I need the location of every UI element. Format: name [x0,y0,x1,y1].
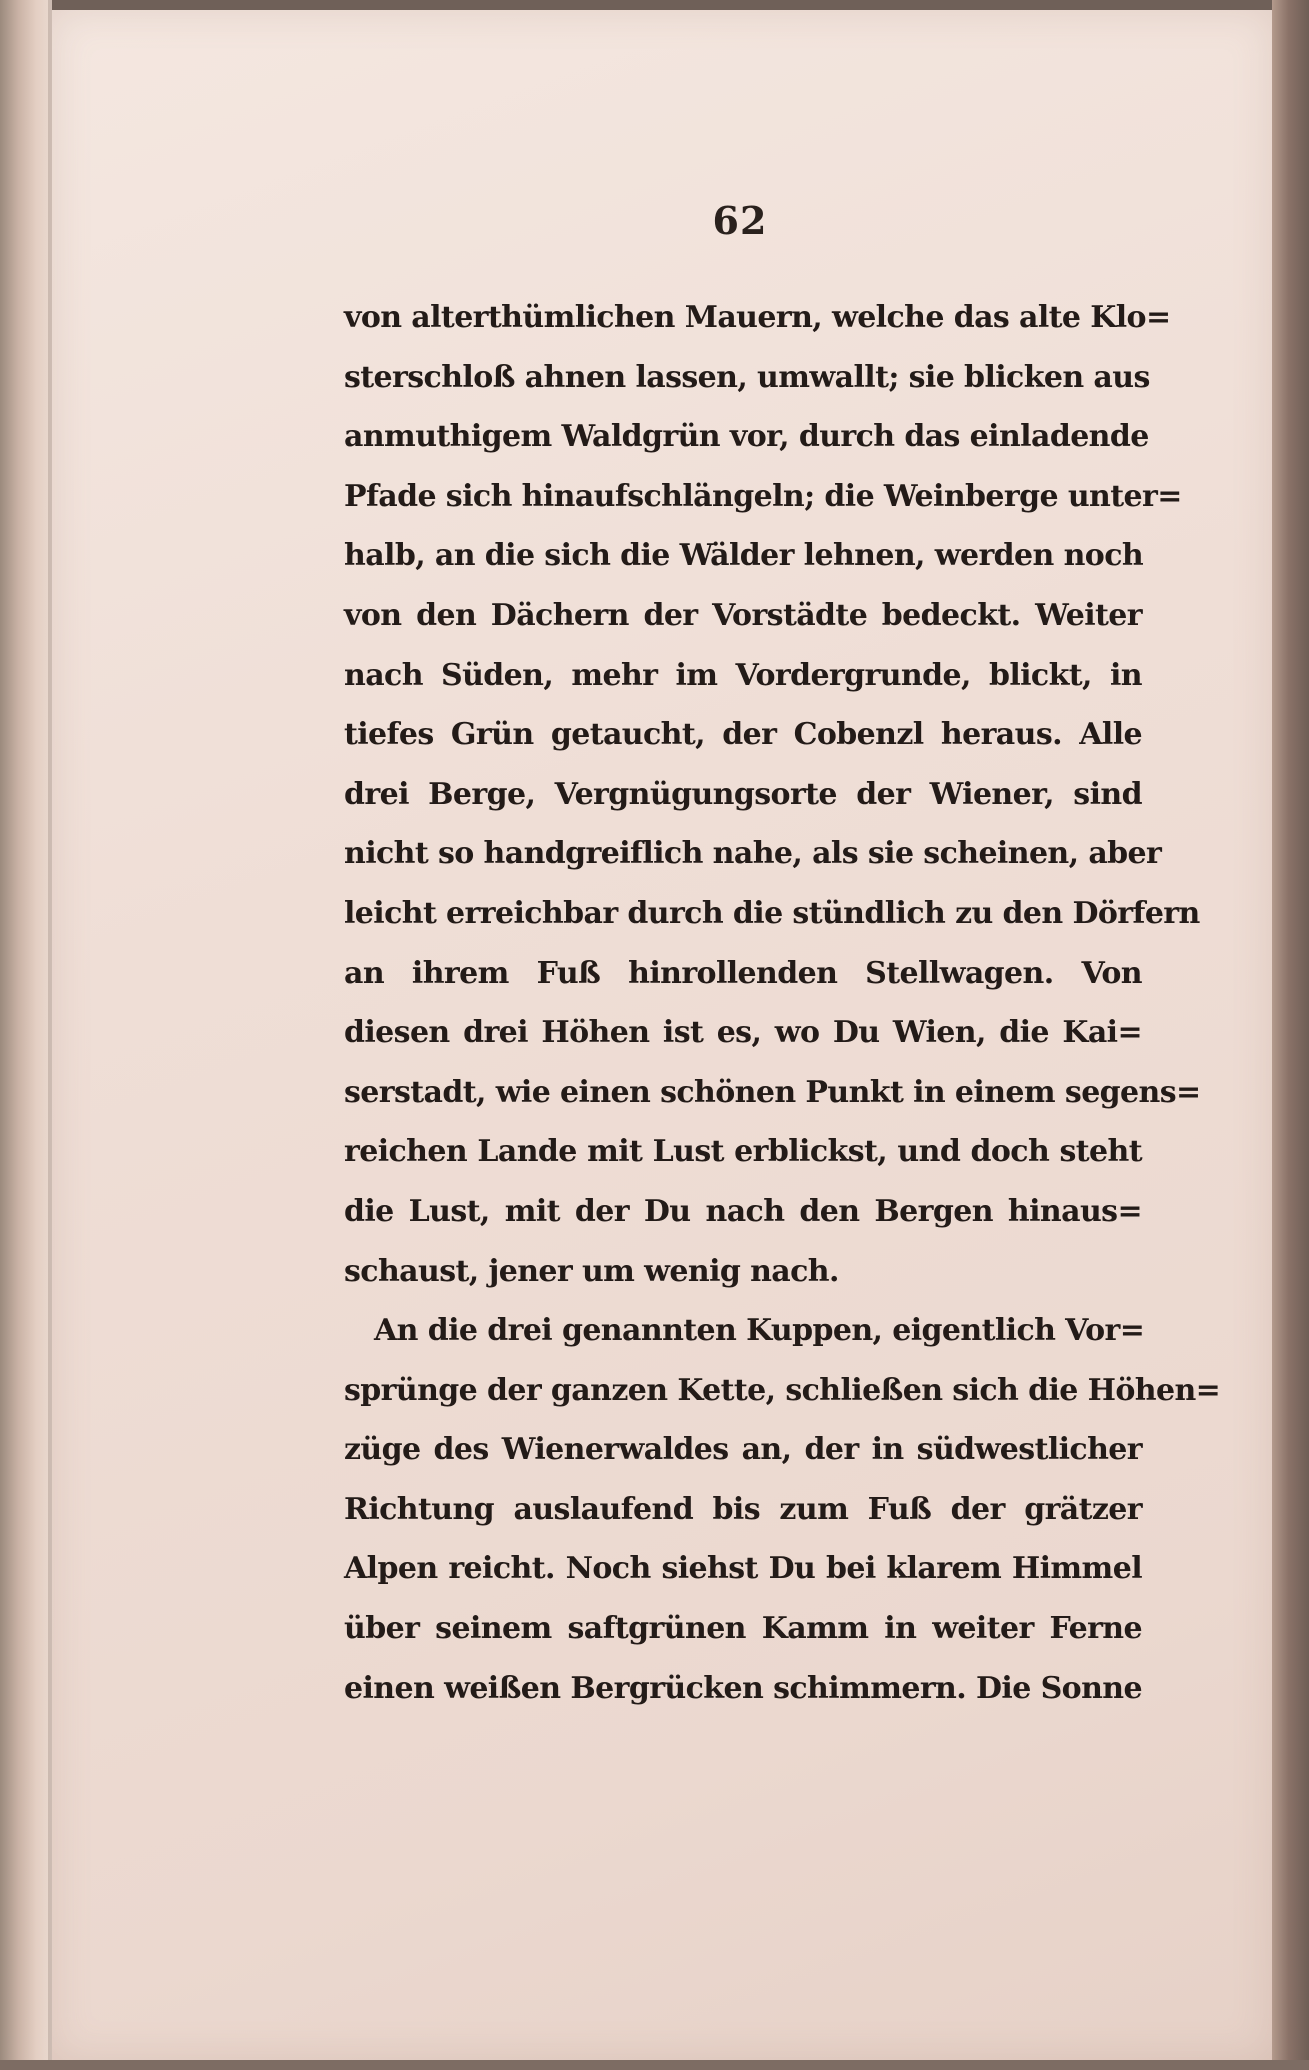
text-line: über seinem saftgrünen Kamm in weiter Ferne [344,1611,1142,1647]
text-line: tiefes Grün getaucht, der Cobenzl heraus. Alle [344,717,1142,753]
text-line: leicht erreichbar durch die stündlich zu den Dörfern [344,895,1200,931]
book-top-edge [0,0,1309,10]
text-line: nicht so handgreiflich nahe, als sie scheinen, aber [344,836,1162,872]
text-line: anmuthigem Waldgrün vor, durch das einladende [344,419,1149,455]
text-line: von den Dächern der Vorstädte bedeckt. Weiter [344,597,1142,633]
text-line: nach Süden, mehr im Vordergrunde, blickt, in [344,657,1142,693]
paragraph-end-line: schaust, jener um wenig nach. [344,1253,839,1289]
text-line: halb, an die sich die Wälder lehnen, werden noch [344,538,1144,574]
text-line: an ihrem Fuß hinrollenden Stellwagen. Von [344,955,1142,991]
text-line: von alterthümlichen Mauern, welche das alte Klo= [344,300,1171,335]
text-line: drei Berge, Vergnügungsorte der Wiener, sind [344,776,1142,812]
text-line: sterschloß ahnen lassen, umwallt; sie blicken aus [344,359,1150,395]
text-line: Richtung auslaufend bis zum Fuß der grätzer [344,1491,1142,1527]
paragraph-start-line: An die drei genannten Kuppen, eigentlich Vor= [374,1313,1145,1349]
text-line: sprünge der ganzen Kette, schließen sich die Höhen= [344,1372,1221,1408]
text-line: einen weißen Bergrücken schimmern. Die Sonne [344,1670,1142,1706]
book-fore-edge-right [1272,0,1309,2070]
text-line: serstadt, wie einen schönen Punkt in einem segens= [344,1074,1201,1110]
book-gutter-left [0,0,52,2070]
body-text [344,288,1221,1718]
text-line: züge des Wienerwaldes an, der in südwestlicher [344,1432,1142,1468]
text-line: diesen drei Höhen ist es, wo Du Wien, die Kai= [344,1015,1142,1051]
text-line: die Lust, mit der Du nach den Bergen hinaus= [344,1193,1142,1229]
page-number: 62 [712,198,768,243]
book-bottom-edge [0,2060,1309,2070]
text-line: Pfade sich hinaufschlängeln; die Weinberge unter= [344,478,1182,514]
text-line: reichen Lande mit Lust erblickst, und doch steht [344,1134,1142,1170]
text-line: Alpen reicht. Noch siehst Du bei klarem Himmel [344,1551,1142,1587]
